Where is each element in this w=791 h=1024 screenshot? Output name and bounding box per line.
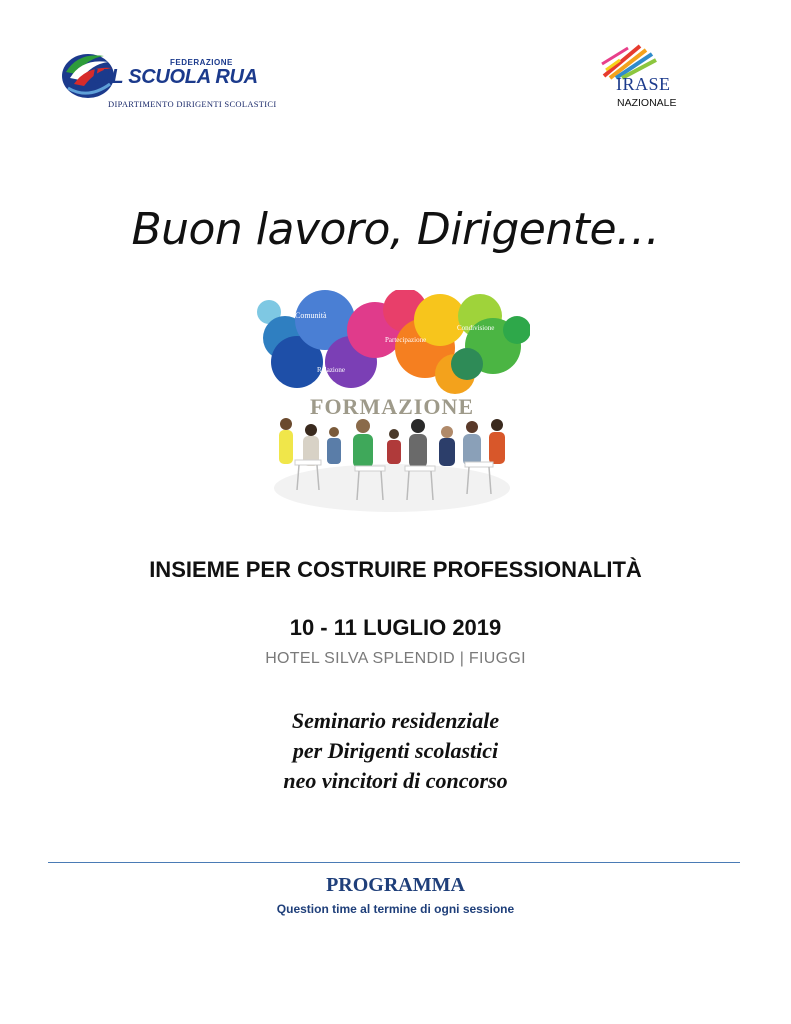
programma-heading: PROGRAMMA bbox=[326, 874, 465, 896]
bubble-label: Relazione bbox=[317, 366, 345, 374]
irase-logo-subtitle: NAZIONALE bbox=[617, 97, 677, 109]
event-heading: INSIEME PER COSTRUIRE PROFESSIONALITÀ bbox=[149, 557, 642, 582]
formazione-illustration bbox=[255, 290, 530, 518]
formazione-banner: FORMAZIONE bbox=[310, 394, 474, 419]
bubble-label: Partecipazione bbox=[385, 336, 427, 344]
seminar-line-2: per Dirigenti scolastici bbox=[292, 738, 499, 763]
seminar-line-3: neo vincitori di concorso bbox=[283, 768, 508, 793]
event-venue: HOTEL SILVA SPLENDID | FIUGGI bbox=[265, 650, 526, 667]
document-title: Buon lavoro, Dirigente… bbox=[131, 204, 660, 255]
bubble-label: Condivisione bbox=[457, 324, 495, 332]
seminar-line-1: Seminario residenziale bbox=[291, 708, 500, 733]
irase-logo-name: IRASE bbox=[616, 74, 671, 94]
bubble-label: Comunità bbox=[295, 311, 327, 320]
uil-department: DIPARTIMENTO DIRIGENTI SCOLASTICI bbox=[108, 99, 277, 109]
divider bbox=[48, 862, 740, 863]
event-dates: 10 - 11 LUGLIO 2019 bbox=[289, 615, 502, 640]
question-time-note: Question time al termine di ogni sessione bbox=[276, 902, 515, 916]
uil-logo-name: UIL SCUOLA RUA bbox=[92, 66, 258, 88]
uil-federazione-label: FEDERAZIONE bbox=[170, 58, 233, 67]
